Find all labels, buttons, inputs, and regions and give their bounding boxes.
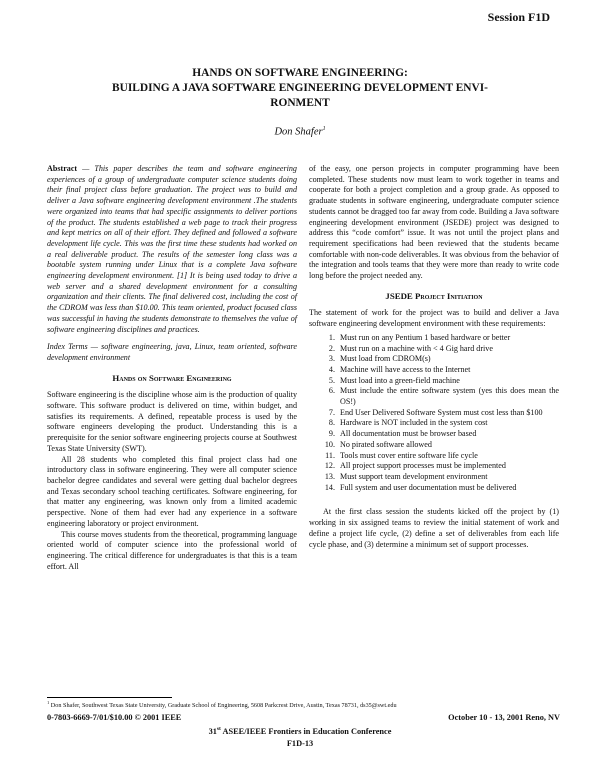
- abstract-text: — This paper describes the team and software engineering experiences of a group of undergraduate computer science students doing their final project class before graduation. The project was to build and deliver a Java software engineering development environment .The students were organized into teams that had specific assignments to deliver portions of the product. The students established a web page to track their progress and kept metrics on all of their effort. They defined and followed a software development life cycle. This was the first time these students had worked on a real deliverable product. The results of the semester long class was a bootable system running under Linux that is a complete Java software engineering development environment. [1] It is being used today to drive a web server and a shared development environment for a consulting organization and their clients. The final delivered cost, including the cost of the CDROM was less than $10.00. This team oriented, product focused class was successful in having the students demonstrate to themselves the value of software engineering disciplines and practices.: [47, 164, 297, 334]
- paper-title: [40, 66, 560, 111]
- section1-paragraph-1: Software engineering is the discipline whose aim is the production of quality software. This software product is delivered on time, within budget, and satisfies its requirements. A defined, repeatable process is used by the software engineers developing the product. Understanding this is a prerequisite for the senior software engineering projects course at Southwest Texas State University (SWT).: [47, 390, 297, 453]
- requirement-item: 7. End User Delivered Software System must cost less than $100: [337, 408, 559, 419]
- footnote-mark: 1: [47, 700, 50, 705]
- requirement-item: 13. Must support team development environment: [337, 472, 559, 483]
- left-column: [47, 164, 297, 572]
- conf-title: ASEE/IEEE Frontiers in Education Conference: [222, 726, 392, 736]
- section1-paragraph-3: This course moves students from the theoretical, programming language oriented world of computer science into the professional world of engineering. The critical difference for undergraduates is that this is a team effort. All: [47, 529, 297, 571]
- title-line-1: HANDS ON SOFTWARE ENGINEERING:: [192, 67, 408, 79]
- author: [0, 126, 600, 138]
- right-column: [309, 164, 559, 550]
- requirement-item: 4. Machine will have access to the Internet: [337, 365, 559, 376]
- index-terms: Index Terms — software engineering, java, Linux, team oriented, software development environment: [47, 342, 297, 362]
- requirements-list: [309, 333, 559, 494]
- requirement-item: 6. Must include the entire software system (yes this does mean the OS!): [337, 386, 559, 407]
- footer-dates: October 10 - 13, 2001 Reno, NV: [448, 713, 560, 722]
- requirement-item: 11. Tools must cover entire software life cycle: [337, 451, 559, 462]
- author-footnote-mark: 1: [322, 126, 326, 132]
- section-heading-jsede: JSEDE Project Initiation: [385, 290, 483, 301]
- footer-isbn: 0-7803-6669-7/01/$10.00 © 2001 IEEE: [47, 713, 182, 722]
- section2-intro: The statement of work for the project was to build and deliver a Java software engineering development environment with these requirements:: [309, 308, 559, 329]
- requirement-item: 1. Must run on any Pentium 1 based hardware or better: [337, 333, 559, 344]
- abstract: [47, 164, 297, 335]
- requirement-item: 12. All project support processes must be implemented: [337, 461, 559, 472]
- title-line-3: RONMENT: [270, 97, 330, 109]
- requirement-item: 2. Must run on a machine with < 4 Gig hard drive: [337, 344, 559, 355]
- requirement-item: 14. Full system and user documentation must be delivered: [337, 483, 559, 494]
- requirement-item: 8. Hardware is NOT included in the system cost: [337, 418, 559, 429]
- author-name: Don Shafer: [274, 126, 323, 138]
- footnote: [47, 700, 562, 709]
- requirement-item: 5. Must load into a green-field machine: [337, 376, 559, 387]
- title-line-2: BUILDING A JAVA SOFTWARE ENGINEERING DEVELOPMENT ENVI-: [112, 82, 488, 94]
- footnote-rule: [47, 697, 172, 698]
- conference-name: [0, 726, 600, 736]
- requirement-item: 3. Must load from CDROM(s): [337, 354, 559, 365]
- conf-ordinal: 31: [208, 726, 217, 736]
- section-heading-hands-on: Hands on Software Engineering: [112, 372, 232, 383]
- page-number: F1D-13: [286, 739, 314, 748]
- requirement-item: 9. All documentation must be browser based: [337, 429, 559, 440]
- footer-line: [47, 713, 560, 722]
- right-intro-paragraph: of the easy, one person projects in computer programming have been completed. These students now must learn to work together in teams and cooperate for both a project completion and a group grade. As opposed to graduate students in software engineering, undergraduate computer science students cannot be dragged too far away from code. Building a Java software engineering development environment (JSEDE) project was designed to address this “code comfort” issue. It was not until the project plans and requirement specifications had been reviewed that the students became comfortable with non-code deliverables. It was obvious from the behavior of the integration and tools teams that they were more than ready to write code long before the project needed any.: [309, 164, 559, 281]
- section2-closing: At the first class session the students kicked off the project by (1) working in six assigned teams to review the initial statement of work and define a project life cycle, (2) define a set of deliverables from each life cycle phase, and (3) determine a minimum set of support processes.: [309, 507, 559, 549]
- footnote-text: Don Shafer, Southwest Texas State University, Graduate School of Engineering, 5608 Parkcrest Drive, Austin, Texas 78731, ds35@swt.edu: [50, 702, 397, 710]
- conf-suffix: st: [216, 726, 221, 732]
- section1-paragraph-2: All 28 students who completed this final project class had one introductory class in software engineering. They were all computer science bachelor degree candidates and several were getting dual bachelor degrees and Texas secondary school teaching certificates. Software engineering, for that matter any engineering, was known only from a limited academic perspective. None of them had ever had any experience in a software engineering laboratory or project environment.: [47, 454, 297, 528]
- requirement-item: 10. No pirated software allowed: [337, 440, 559, 451]
- session-label: Session F1D: [487, 10, 550, 24]
- abstract-label: Abstract: [47, 164, 78, 173]
